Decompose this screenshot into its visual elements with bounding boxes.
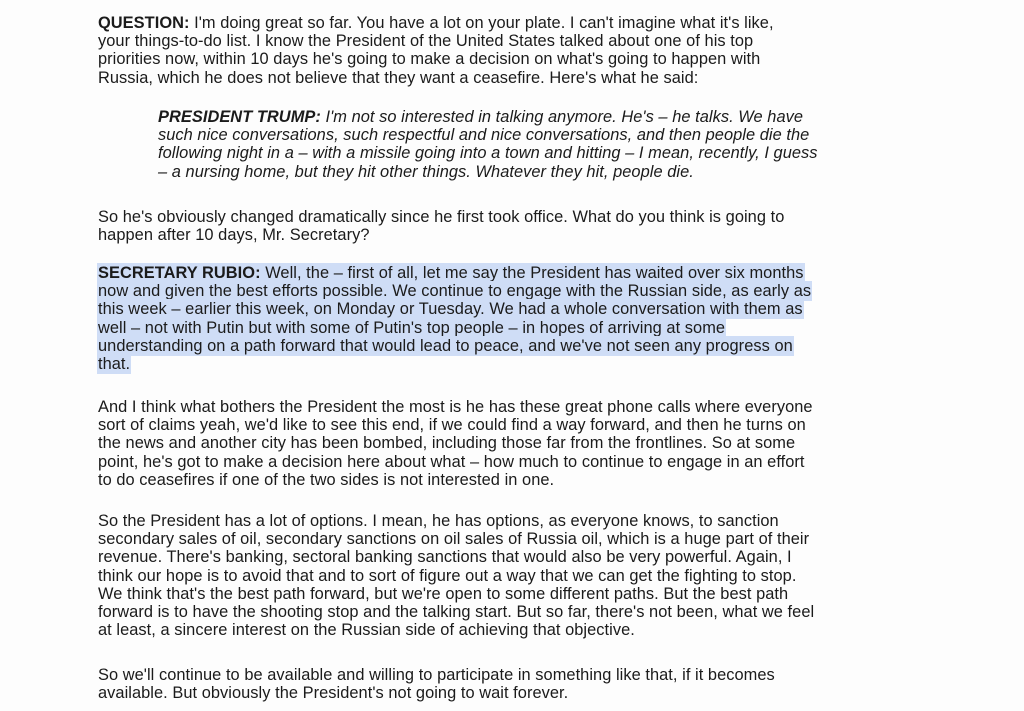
para3-line-3: revenue. There's banking, sectoral banking sanctions that would also be very powerful. Again, I [98, 548, 792, 567]
rubio-paragraph-2 [98, 398, 958, 489]
para3-line-2: secondary sales of oil, secondary sanctions on oil sales of Russia oil, which is a huge part of their [98, 530, 810, 549]
followup-line-2: happen after 10 days, Mr. Secretary? [98, 226, 370, 245]
quote-line-1: PRESIDENT TRUMP: I'm not so interested in talking anymore. He's – he talks. We have [158, 108, 804, 126]
question-line-2: your things-to-do list. I know the President of the United States talked about one of his top [98, 32, 754, 51]
para3-line-5: We think that's the best path forward, but we're open to some different paths. But the best path [98, 584, 789, 603]
para2-line-3: the news and another city has been bombed, including those far from the frontlines. So at some [98, 434, 796, 453]
rubio-line-2: now and given the best efforts possible. We continue to engage with the Russian side, as early as [98, 282, 812, 301]
rubio-line-6: that. [98, 355, 131, 374]
quote-line-3: following night in a – with a missile going into a town and hitting – I mean, recently, I guess [158, 144, 818, 163]
para3-line-1: So the President has a lot of options. I mean, he has options, as everyone knows, to sanction [98, 512, 779, 530]
question-line-3: priorities now, within 10 days he's going to make a decision on what's going to happen with [98, 50, 761, 69]
para2-line-4: point, he's got to make a decision here about what – how much to continue to engage in an effort [98, 452, 805, 471]
followup-line-1: So he's obviously changed dramatically since he first took office. What do you think is going to [98, 208, 785, 226]
para3-line-4: think our hope is to avoid that and to sort of figure out a way that we can get the fighting to stop. [98, 566, 797, 585]
rubio-line-1 [98, 264, 958, 282]
trump-quote-paragraph [158, 108, 1018, 181]
rubio-paragraph-3 [98, 512, 958, 639]
para3-line-6: forward is to have the shooting stop and the talking start. But so far, there's not been, what we feel [98, 603, 815, 622]
para4-line-2: available. But obviously the President's not going to wait forever. [98, 684, 569, 703]
question-line-4: Russia, which he does not believe that they want a ceasefire. Here's what he said: [98, 68, 699, 87]
question-speaker: QUESTION: [98, 14, 190, 32]
rubio-line-5: understanding on a path forward that would lead to peace, and we've not seen any progress on [98, 336, 793, 355]
para3-line-7: at least, a sincere interest on the Russian side of achieving that objective. [98, 621, 635, 640]
rubio-speaker: SECRETARY RUBIO: [98, 264, 261, 282]
question-followup-paragraph [98, 208, 958, 244]
rubio-line-4: well – not with Putin but with some of Putin's top people – in hopes of arriving at some [98, 318, 726, 337]
rubio-answer-paragraph [98, 264, 958, 373]
text-selection-highlight: SECRETARY RUBIO: Well, the – first of all, let me say the President has waited over six months [98, 264, 804, 282]
question-line-1: QUESTION: I'm doing great so far. You have a lot on your plate. I can't imagine what it's like, [98, 14, 774, 32]
para2-line-1: And I think what bothers the President the most is he has these great phone calls where everyone [98, 398, 813, 416]
rubio-line-3: this week – earlier this week, on Monday or Tuesday. We had a whole conversation with them as [98, 300, 803, 319]
quote-line-4: – a nursing home, but they hit other things. Whatever they hit, people die. [158, 162, 694, 181]
quote-line-2: such nice conversations, such respectful and nice conversations, and then people die the [158, 126, 810, 145]
para4-line-1: So we'll continue to be available and willing to participate in something like that, if it becomes [98, 666, 775, 684]
para2-line-2: sort of claims yeah, we'd like to see this end, if we could find a way forward, and then he turns on [98, 416, 806, 435]
quote-speaker: PRESIDENT TRUMP: [158, 108, 321, 126]
para2-line-5: to do ceasefires if one of the two sides is not interested in one. [98, 470, 555, 489]
rubio-paragraph-4 [98, 666, 958, 702]
question-paragraph [98, 14, 958, 87]
